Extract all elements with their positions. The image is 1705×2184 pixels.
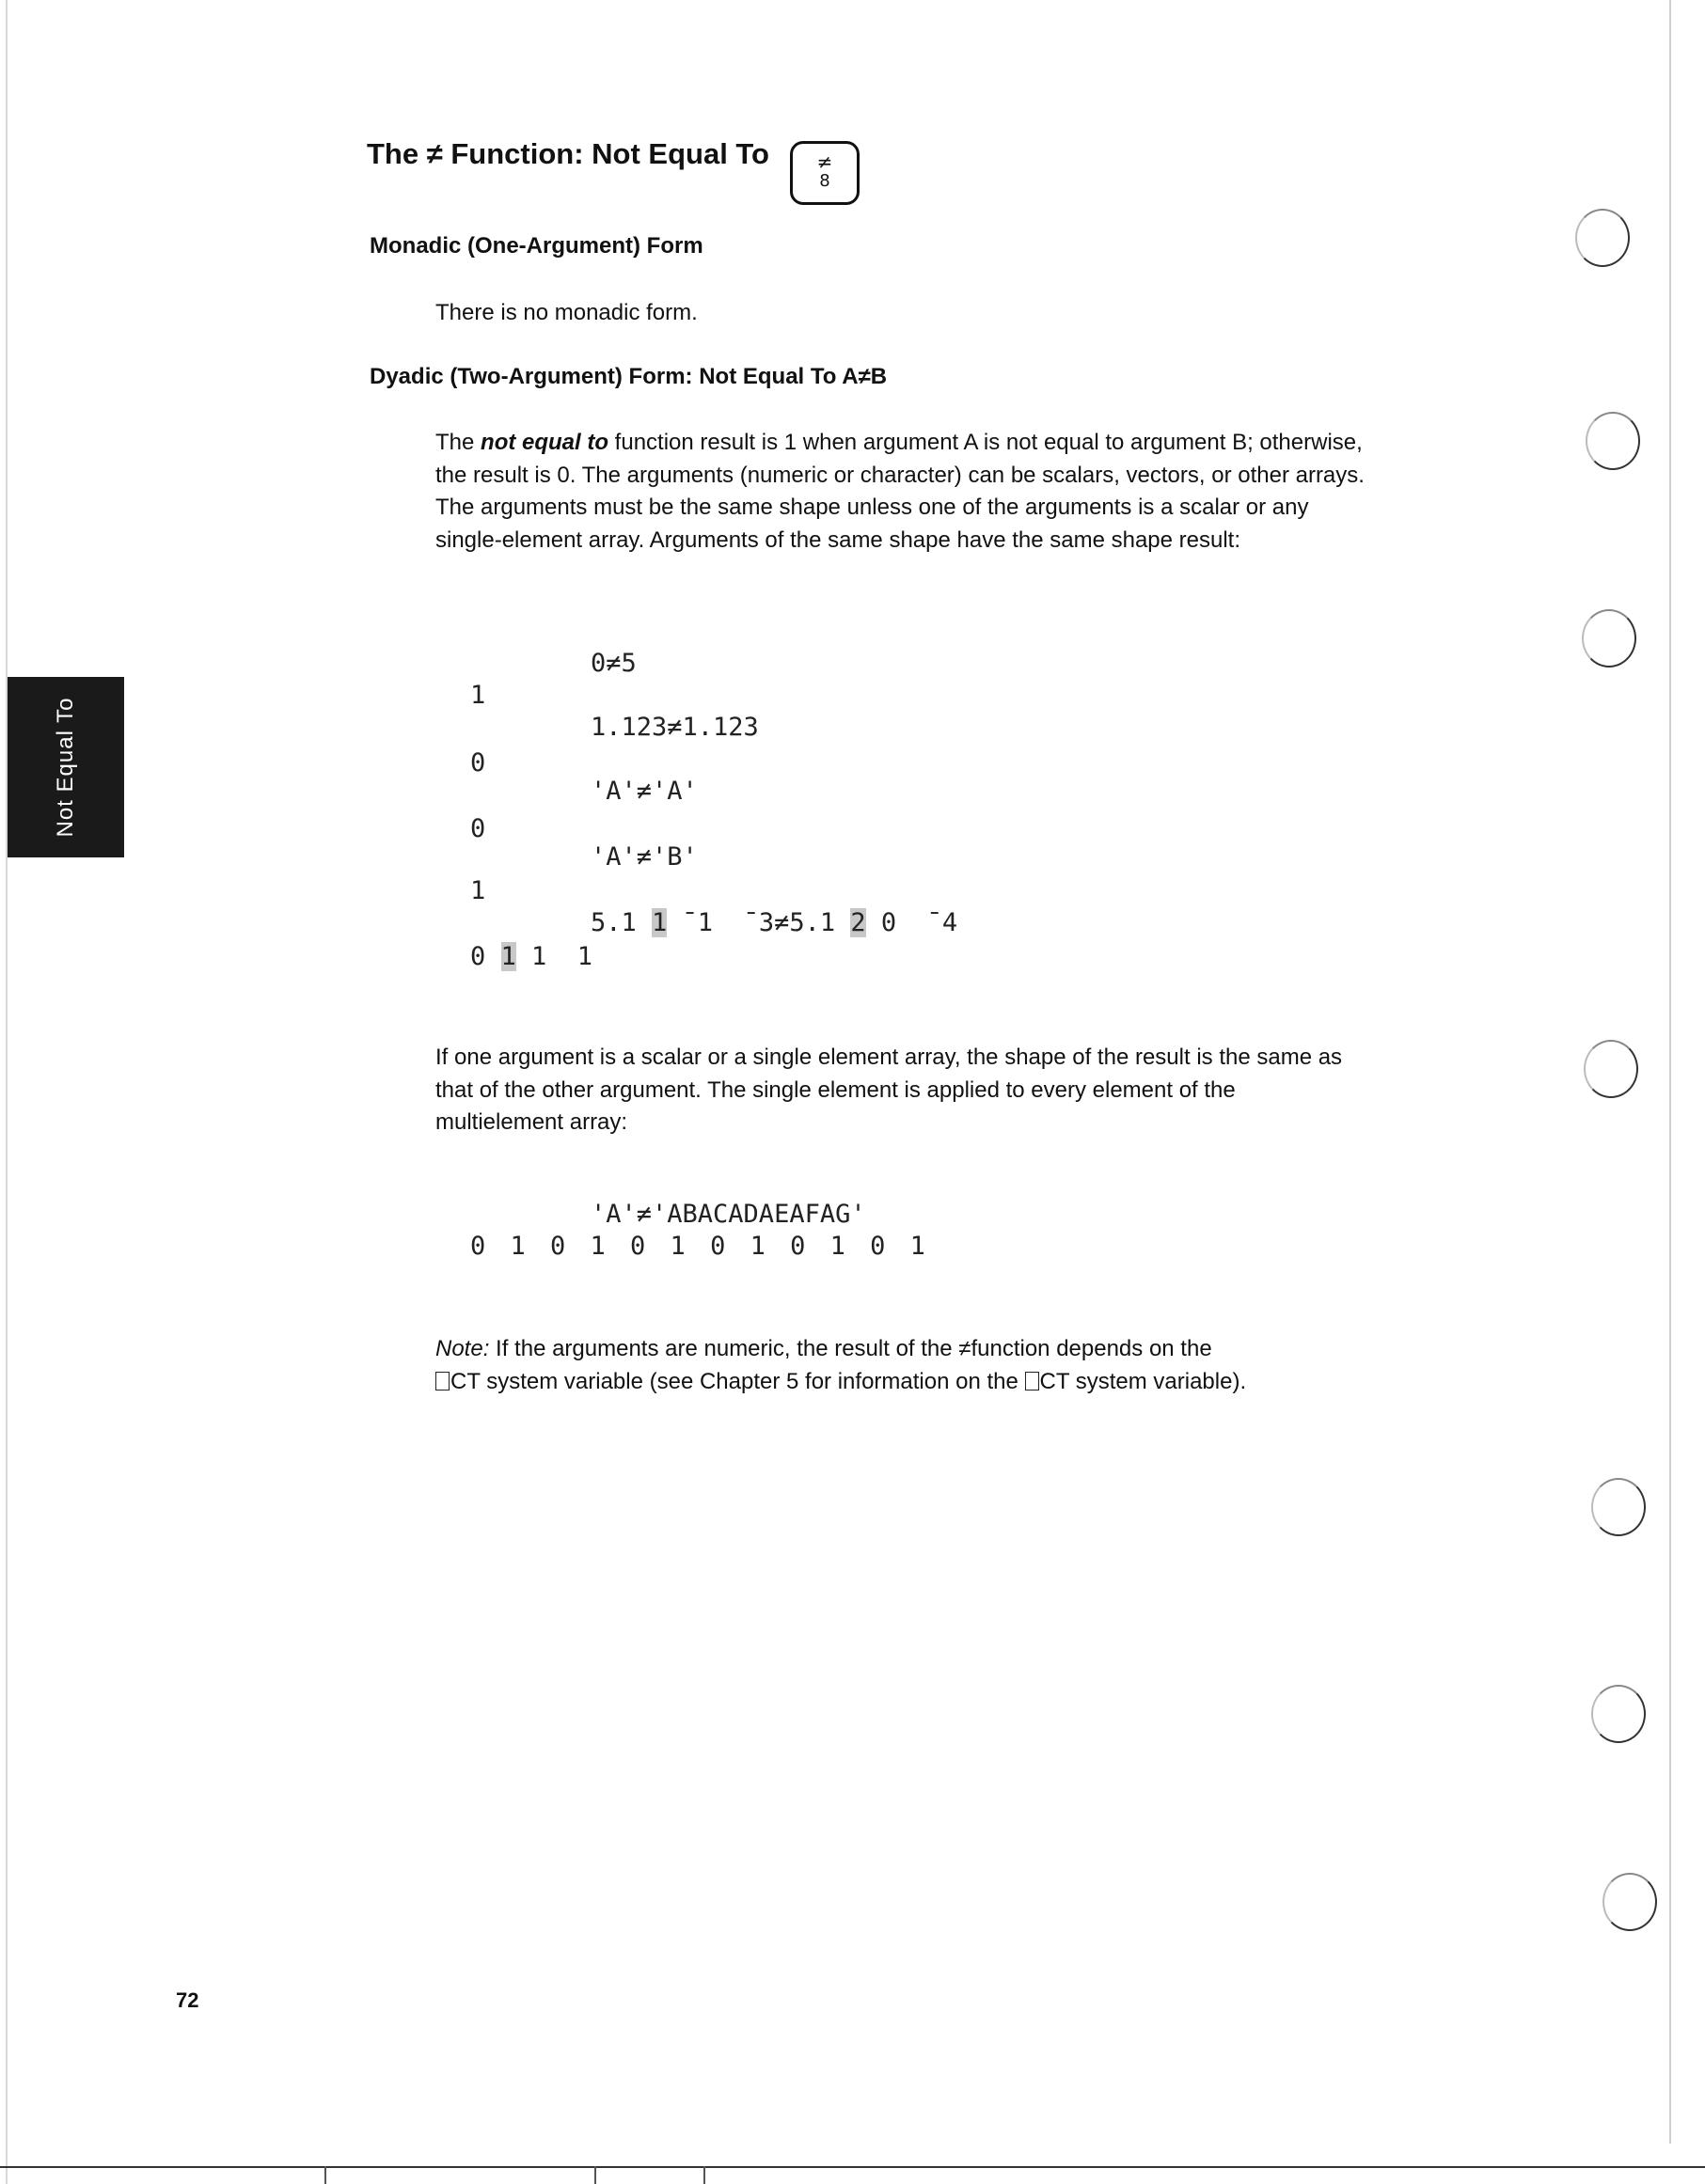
bottom-tick [324, 2166, 326, 2184]
example-result [470, 942, 592, 971]
page-number: 72 [176, 1988, 199, 2012]
example-expression: 1.123≠1.123 [591, 713, 759, 742]
example-expression: 'A'≠'A' [591, 777, 698, 806]
example-expression: 'A'≠'ABACADAEAFAG' [591, 1200, 866, 1229]
binder-hole-icon [1591, 1478, 1646, 1536]
binder-hole-icon [1602, 1873, 1657, 1931]
binder-hole-icon [1584, 1040, 1638, 1098]
quad-icon [435, 1372, 450, 1391]
example-result: 1 [470, 681, 486, 710]
binder-hole-icon [1582, 609, 1636, 668]
page-title: The ≠ Function: Not Equal To [367, 137, 769, 170]
para-body: function result is 1 when argument A is not equal to argument B; otherwise, the result is 0. The arguments (numeric or character) can be scalars, vectors, or other arrays. The arguments must be the same shape unless one of the arguments is a scalar or any single-element array. Arguments of the same shape have the same shape result: [435, 430, 1365, 553]
highlighted-value: 1 [500, 942, 516, 971]
not-equal-key-icon [790, 141, 860, 205]
example-result: 0 [470, 814, 486, 843]
example-expression [591, 908, 957, 937]
note-line [435, 1333, 1366, 1366]
keycap-symbol: ≠ [816, 150, 833, 173]
monadic-text: There is no monadic form. [435, 300, 698, 325]
note-text: CT system variable (see Chapter 5 for information on the [450, 1368, 1025, 1394]
monadic-heading: Monadic (One-Argument) Form [370, 233, 703, 259]
example-expression: 'A'≠'B' [591, 842, 698, 872]
note-text: If the arguments are numeric, the result of the ≠function depends on the [489, 1336, 1212, 1361]
bottom-tick [703, 2166, 705, 2184]
highlighted-value: 2 [850, 908, 866, 937]
expr-part: 0 ¯4 [865, 908, 958, 937]
expr-part: 5.1 [591, 908, 653, 937]
result-part: 0 [470, 942, 501, 971]
example-result: 0 [470, 748, 486, 778]
result-part: 1 1 [515, 942, 593, 971]
bottom-tick [594, 2166, 596, 2184]
section-tab [8, 677, 124, 857]
example-result: 0 1 0 1 0 1 0 1 0 1 0 1 [470, 1232, 930, 1261]
binder-hole-icon [1591, 1685, 1646, 1743]
highlighted-value: 1 [652, 908, 668, 937]
example-expression: 0≠5 [591, 649, 637, 678]
note-label: Note: [435, 1336, 490, 1361]
note-text: CT system variable). [1039, 1368, 1247, 1394]
page-bottom-rule [0, 2166, 1705, 2168]
page-edge [6, 0, 8, 2184]
note-line [435, 1366, 1366, 1399]
binder-hole-icon [1575, 209, 1630, 267]
note-paragraph [435, 1333, 1366, 1398]
para-prefix: The [435, 430, 482, 455]
section-tab-label: Not Equal To [53, 697, 78, 838]
dyadic-paragraph [435, 427, 1366, 557]
page-edge [1669, 0, 1671, 2144]
binder-hole-icon [1586, 412, 1640, 470]
keycap-number: 8 [819, 171, 830, 191]
scalar-paragraph: If one argument is a scalar or a single element array, the shape of the result is the same as that of the other argument. The single element is applied to every element of the multielement array: [435, 1045, 1343, 1135]
dyadic-heading: Dyadic (Two-Argument) Form: Not Equal To A≠B [370, 364, 888, 389]
expr-part: ¯1 ¯3≠5.1 [667, 908, 851, 937]
para-emphasis: not equal to [481, 430, 609, 455]
example-result: 1 [470, 876, 486, 905]
quad-icon [1025, 1372, 1039, 1391]
